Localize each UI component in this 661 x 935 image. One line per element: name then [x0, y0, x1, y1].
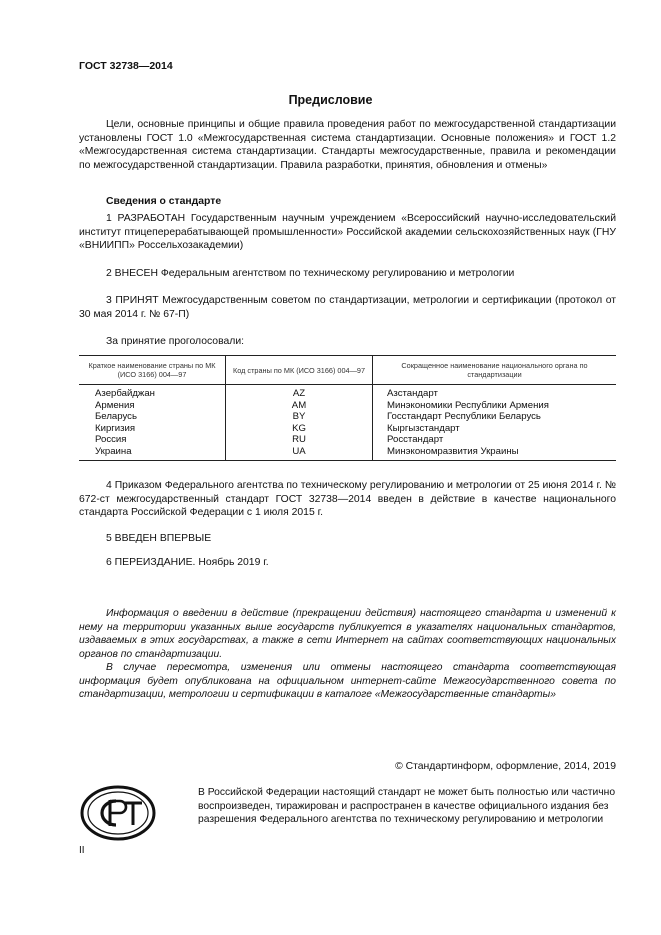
table-row	[79, 446, 616, 460]
table-row	[79, 423, 616, 435]
column-header-body: Сокращенное наименование национального органа по стандартизации	[373, 356, 617, 385]
country-code: KG	[226, 423, 373, 435]
country-code: UA	[226, 446, 373, 460]
column-header-country: Краткое наименование страны по МК (ИСО 3166) 004—97	[79, 356, 226, 385]
country-name: Киргизия	[95, 422, 136, 434]
intro-paragraph: Цели, основные принципы и общие правила проведения работ по межгосударственной стандартизации установлены ГОСТ 1.0 «Межгосударственная система стандартизации. Основные положения» и ГОСТ 1.2 «Межгосударственная система стандартизации. Стандарты межгосударственные, правила и рекомендации по межгосударственной стандартизации. Правила разработки, принятия, обновления и отмены»	[79, 119, 616, 171]
standards-body: Росстандарт	[373, 434, 617, 446]
country-code: AZ	[226, 385, 373, 400]
column-header-code: Код страны по МК (ИСО 3166) 004—97	[226, 356, 373, 385]
item-submitted: 2 ВНЕСЕН Федеральным агентством по техническому регулированию и метрологии	[106, 268, 515, 279]
country-code: BY	[226, 411, 373, 423]
reproduction-notice: В Российской Федерации настоящий стандарт не может быть полностью или частично воспроизведен, тиражирован и распространен в качестве официального издания без разрешения Федерального агентства по техническому регулированию и метрологии	[198, 787, 616, 825]
section-heading: Сведения о стандарте	[106, 196, 222, 207]
item-adopted: 3 ПРИНЯТ Межгосударственным советом по стандартизации, метрологии и сертификации (протокол от 30 мая 2014 г. № 67-П)	[79, 295, 616, 320]
countries-table	[79, 355, 616, 461]
document-header: ГОСТ 32738—2014	[79, 60, 173, 72]
country-name: Армения	[95, 399, 135, 411]
notice-info-paragraph-2: В случае пересмотра, изменения или отмены настоящего стандарта соответствующая информация будет опубликована на официальном интернет-сайте Межгосударственного совета по стандартизации, метрологии и сертификации в каталоге «Межгосударственные стандарты»	[79, 662, 616, 701]
country-code: AM	[226, 400, 373, 412]
notice-info-paragraph-1: Информация о введении в действие (прекращении действия) настоящего стандарта и изменений к нему на территории указанных выше государств публикуется в указателях национальных стандартов, издаваемых в этих государствах, а также в сети Интернет на сайтах соответствующих национальных органов по стандартизации.	[79, 608, 616, 660]
standards-body: Азстандарт	[373, 385, 617, 400]
item-reissue: 6 ПЕРЕИЗДАНИЕ. Ноябрь 2019 г.	[106, 557, 269, 568]
standards-body: Минэкономики Республики Армения	[373, 400, 617, 412]
item-developed: 1 РАЗРАБОТАН Государственным научным учреждением «Всероссийский научно-исследовательский институт птицеперерабатывающей промышленности» Российской академии сельскохозяйственных наук (ГНУ «ВНИИПП» Россельхозакадемии)	[79, 213, 616, 251]
page-number: II	[79, 845, 85, 856]
table-row	[79, 385, 616, 400]
country-name: Беларусь	[95, 411, 137, 423]
standards-body: Госстандарт Республики Беларусь	[373, 411, 617, 423]
table-row	[79, 411, 616, 423]
table-row	[79, 434, 616, 446]
standards-body: Кыргызстандарт	[373, 423, 617, 435]
standards-body: Минэкономразвития Украины	[373, 446, 617, 460]
voted-label: За принятие проголосовали:	[106, 336, 245, 347]
country-code: RU	[226, 434, 373, 446]
table-row	[79, 400, 616, 412]
country-name: Украина	[79, 446, 226, 460]
rst-logo-icon	[80, 785, 156, 841]
item-order: 4 Приказом Федерального агентства по техническому регулированию и метрологии от 25 июня 2014 г. № 672-ст межгосударственный стандарт ГОСТ 32738—2014 введен в действие в качестве национального стандарта Российской Федерации с 1 июля 2015 г.	[79, 480, 616, 518]
page-title: Предисловие	[288, 93, 373, 107]
copyright-line: © Стандартинформ, оформление, 2014, 2019	[395, 761, 616, 772]
table-header-row	[79, 356, 616, 385]
country-name: Россия	[95, 434, 127, 446]
country-name: Азербайджан	[95, 388, 155, 399]
item-introduced: 5 ВВЕДЕН ВПЕРВЫЕ	[106, 533, 212, 544]
